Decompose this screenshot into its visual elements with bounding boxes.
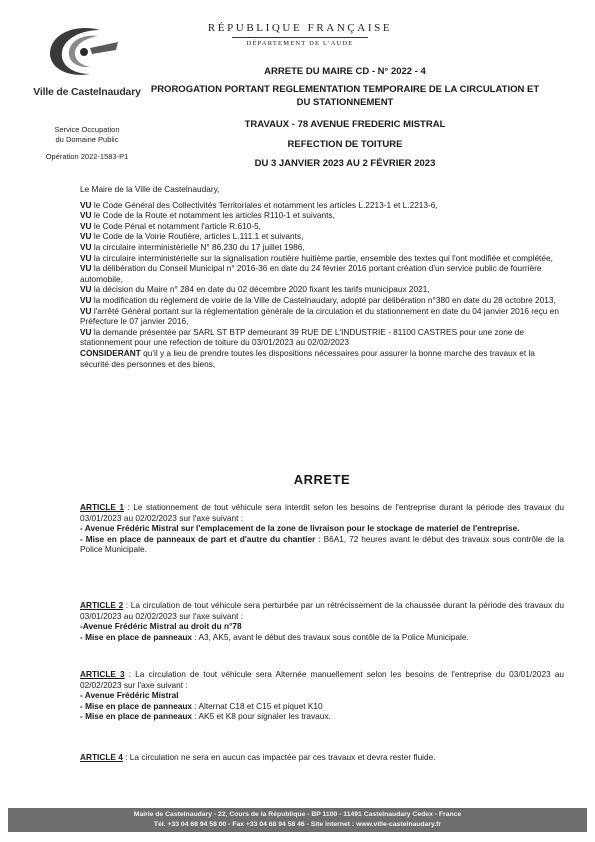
- vu-prefix: VU: [80, 294, 92, 305]
- article-1: [80, 502, 564, 555]
- vu-prefix: VU: [80, 241, 92, 252]
- article-text: : Le stationnement de tout véhicule sera interdit selon les besoins de l'entreprise durant la période des travaux du 03/01/2023 au 02/02/2023 sur l'axe suivant :: [80, 502, 564, 523]
- article-line-bold: - Avenue Frédéric Mistral: [80, 690, 179, 701]
- article-line-rest: : A3, AK5, avant le début des travaux sous contôle de la Police Municipale.: [192, 631, 469, 642]
- vu-prefix: VU: [80, 220, 92, 231]
- footer-contact: Tél. +33 04 68 94 58 00 - Fax +33 04 68 94 58 46 - Site internet : www.ville-castelnaudary.fr: [153, 821, 442, 828]
- vu-text: le Code de la Route et notamment les articles R110-1 et suivants,: [91, 210, 335, 221]
- preamble-intro: Le Maire de la Ville de Castelnaudary,: [80, 184, 220, 194]
- vu-prefix: VU: [80, 210, 92, 221]
- republic-heading: RÉPUBLIQUE FRANÇAISE: [207, 22, 393, 34]
- article-line-rest: : AK5 et K8 pour signaler les travaux.: [192, 711, 331, 722]
- subject-line-2: DU STATIONNEMENT: [296, 97, 394, 108]
- article-line-bold: - Avenue Frédéric Mistral sur l'emplacement de la zone de livraison pour le stockage de materiel de l'entreprise.: [80, 523, 520, 534]
- vu-item: [80, 221, 564, 232]
- article-label: ARTICLE 4: [80, 752, 123, 762]
- vu-list: [80, 200, 564, 370]
- vu-text: la modification du règlement de voirie de la Ville de Castelnaudary, adopté par délibération n°380 en date du 28 octobre 2013,: [91, 294, 556, 305]
- article-line: [80, 701, 564, 712]
- service-line-1: Service Occupation: [54, 125, 120, 134]
- vu-item: [80, 327, 564, 348]
- subject-line-1: PROROGATION PORTANT REGLEMENTATION TEMPORAIRE DE LA CIRCULATION ET: [150, 84, 540, 95]
- vu-text: la demande présentée par SARL ST BTP demeurant 39 RUE DE L'INDUSTRIE - 81100 CASTRES pour une zone de stationnement pour une refection de toiture du 03/01/2023 au 02/02/2023: [80, 326, 525, 348]
- article-line: [80, 690, 564, 701]
- article-4: [80, 752, 564, 763]
- article-label: ARTICLE 1: [80, 502, 125, 512]
- vu-text: l'arrêté Général portant sur la réglementation générale de la circulation et du stationnement en date du 04 janvier 2016 reçu en Préfecture le 07 janvier 2016,: [80, 305, 559, 327]
- service-line-2: du Domaine Public: [55, 135, 119, 144]
- city-logo: [38, 22, 128, 82]
- vu-item: [80, 348, 564, 369]
- service-name: [26, 125, 148, 145]
- vu-text: qu'il y a lieu de prendre toutes les dispositions nécessaires pour assurer la bonne marche des travaux et la sécurité des personnes et des biens,: [80, 347, 535, 369]
- vu-item: [80, 284, 564, 295]
- vu-prefix: CONSIDERANT: [80, 347, 141, 358]
- vu-text: la délibération du Conseil Municipal n° 2016-36 en date du 24 février 2016 portant création d'un service public de fourrière automobile,: [80, 263, 542, 284]
- article-line: [80, 632, 564, 643]
- article-intro: [80, 752, 564, 763]
- article-line-bold: - Mise en place de panneaux de part et d'autre du chantier: [80, 533, 316, 544]
- arrete-title: ARRETE: [293, 472, 351, 487]
- page-footer: [8, 808, 587, 832]
- article-line-bold: - Mise en place de panneaux: [80, 700, 193, 711]
- article-line-rest: : B6A1, 72 heures avant le début des travaux sous contrôle de la Police Municipale.: [80, 533, 564, 555]
- vu-text: la décision du Maire n° 284 en date du 02 décembre 2020 fixant les tarifs municipaux 2021,: [91, 284, 430, 295]
- vu-text: le Code Général des Collectivités Territoriales et notamment les articles L.2213-1 et L.2213-6,: [91, 199, 438, 210]
- vu-prefix: VU: [80, 326, 92, 337]
- vu-item: [80, 210, 564, 221]
- vu-item: [80, 242, 564, 253]
- article-3: [80, 669, 564, 722]
- vu-item: [80, 231, 564, 242]
- article-intro: [80, 502, 564, 523]
- vu-prefix: VU: [80, 231, 92, 242]
- vu-text: le Code Pénal et notamment l'article R.610-5,: [91, 220, 261, 231]
- vu-text: le Code de la Voirie Routière, articles L.111.1 et suivants,: [91, 231, 304, 242]
- vu-prefix: VU: [80, 199, 92, 210]
- vu-prefix: VU: [80, 305, 92, 316]
- vu-text: la circulaire interministérielle sur la signalisation routière huitième partie, ensemble des textes qui l'ont modifiée et complétée,: [91, 252, 553, 263]
- article-line: [80, 523, 564, 534]
- footer-address: Mairie de Castelnaudary - 22, Cours de la République - BP 1100 - 11491 Castelnaudary Cedex - France: [133, 811, 462, 818]
- article-line-rest: : Alternat C18 et C15 et piquet K10: [192, 700, 323, 711]
- vu-item: [80, 306, 564, 327]
- article-text: : La circulation de tout véhicule sera Alternée manuellement selon les besoins de l'entreprise du 03/01/2023 au 02/02/2023 sur l'axe suivant :: [80, 669, 564, 690]
- article-line: [80, 534, 564, 555]
- article-line-bold: - Mise en place de panneaux: [80, 631, 193, 642]
- dates-line: DU 3 JANVIER 2023 AU 2 FÉVRIER 2023: [254, 158, 436, 169]
- article-line: [80, 711, 564, 722]
- heading-divider: [232, 37, 368, 38]
- vu-item: [80, 295, 564, 306]
- article-intro: [80, 600, 564, 621]
- works-line: TRAVAUX - 78 AVENUE FREDERIC MISTRAL: [244, 119, 446, 130]
- article-line-bold: -Avenue Frédéric Mistral au droit du n°78: [80, 621, 242, 632]
- department-heading: DÉPARTEMENT DE L'AUDE: [246, 40, 354, 47]
- vu-text: la circulaire interministérielle N° 86.230 du 17 juillet 1986,: [91, 241, 305, 252]
- article-text: : La circulation de tout véhicule sera perturbée par un rétrécissement de la chaussée durant la période des travaux du 03/01/2023 au 02/02/2023 sur l'axe suivant :: [80, 600, 564, 621]
- city-name: Ville de Castelnaudary: [33, 86, 141, 98]
- article-line: [80, 621, 564, 632]
- preamble: [80, 184, 564, 369]
- arrete-number: ARRETE DU MAIRE CD - N° 2022 - 4: [264, 66, 426, 77]
- vu-prefix: VU: [80, 252, 92, 263]
- vu-prefix: VU: [80, 263, 92, 274]
- vu-item: [80, 263, 564, 284]
- article-text: : La circulation ne sera en aucun cas impactée par ces travaux et devra rester fluide.: [122, 752, 436, 762]
- operation-number: Opération 2022-1583-P1: [45, 152, 129, 161]
- article-label: ARTICLE 2: [80, 600, 124, 610]
- article-line-bold: - Mise en place de panneaux: [80, 711, 193, 722]
- article-2: [80, 600, 564, 642]
- article-intro: [80, 669, 564, 690]
- article-label: ARTICLE 3: [80, 669, 125, 679]
- vu-item: [80, 200, 564, 211]
- repair-line: REFECTION DE TOITURE: [287, 139, 403, 150]
- vu-item: [80, 253, 564, 264]
- vu-prefix: VU: [80, 284, 92, 295]
